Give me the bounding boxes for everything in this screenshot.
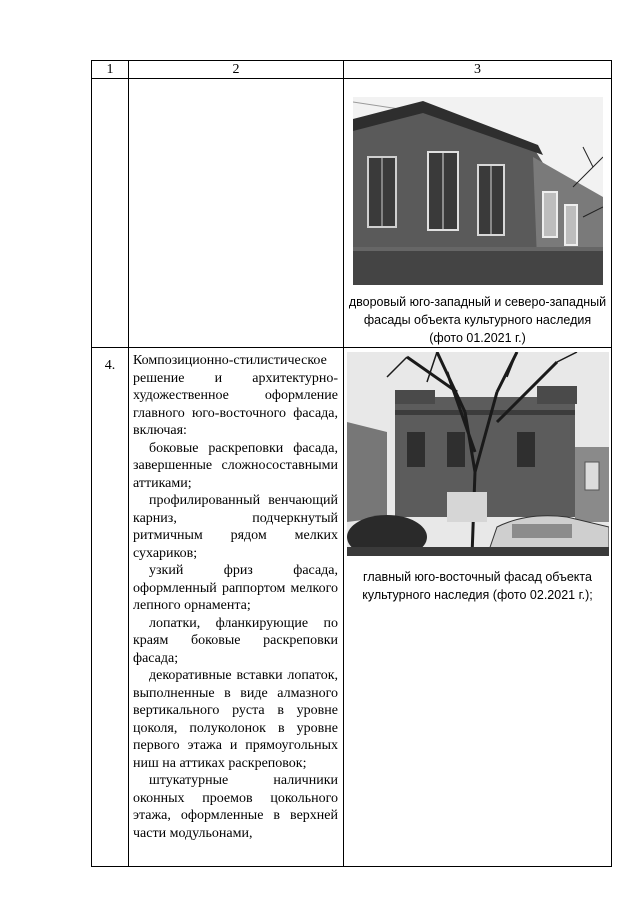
row-number: 4. (92, 348, 129, 867)
description-paragraph: профилированный венчающий карниз, подчеркнутый ритмичным рядом мелких сухариков; (133, 493, 338, 561)
description-paragraph: Композиционно-стилистическое решение и архитектурно-художественное оформление главного юго-восточного фасада, включая: (133, 353, 338, 438)
header-cell-1: 1 (92, 61, 129, 79)
description-paragraph: штукатурные наличники оконных проемов цокольного этажа, оформленные в верхней части модульонами, (133, 773, 338, 841)
header-cell-2: 2 (129, 61, 344, 79)
main-facade-photo (347, 352, 609, 556)
description-paragraph: лопатки, фланкирующие по краям боковые раскреповки фасада; (133, 615, 338, 666)
description-paragraph: узкий фриз фасада, оформленный раппортом мелкого лепного орнамента; (133, 563, 338, 613)
row-number (92, 79, 129, 348)
table-header-row (92, 61, 612, 79)
description-paragraph: декоративные вставки лопаток, выполненные в виде алмазного вертикального руста в уровне цоколя, полуколонок в уровне первого этажа и прямоугольных ниш на аттиках раскреповок; (133, 668, 338, 771)
description-paragraph: боковые раскреповки фасада, завершенные сложносоставными аттиками; (133, 440, 338, 491)
row-photo-cell (344, 79, 612, 348)
table-row (92, 79, 612, 348)
courtyard-facade-photo (353, 97, 603, 285)
photo-caption: главный юго-восточный фасад объекта культурного наследия (фото 02.2021 г.); (362, 570, 593, 602)
table-row (92, 348, 612, 867)
heritage-table (91, 60, 612, 867)
row-description (129, 348, 344, 867)
row-description (129, 79, 344, 348)
header-cell-3: 3 (344, 61, 612, 79)
row-photo-cell (344, 348, 612, 867)
photo-caption: дворовый юго-западный и северо-западный фасады объекта культурного наследия (фото 01.2021 г.) (348, 295, 607, 345)
